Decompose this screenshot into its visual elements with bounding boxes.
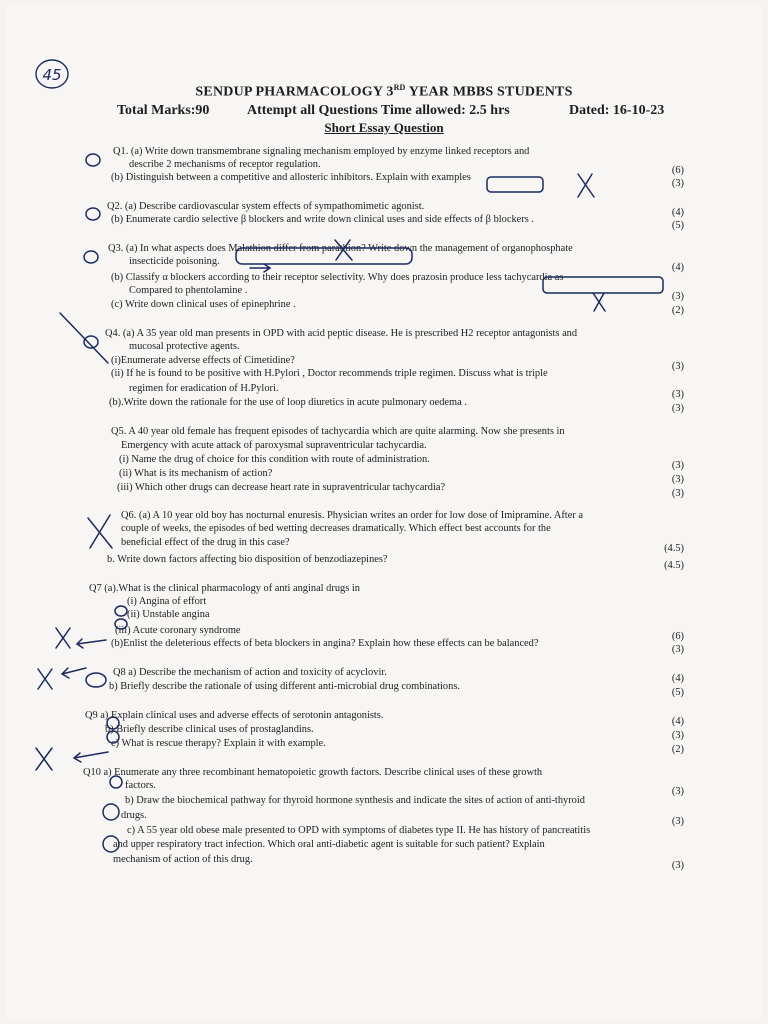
question-marks: (4.5) (664, 560, 684, 571)
question-line: (b)Enlist the deleterious effects of beta blockers in angina? Explain how these effects can be balanced? (111, 638, 539, 649)
question-marks: (3) (671, 816, 684, 827)
attempt-instructions: Attempt all Questions Time allowed: 2.5 hrs (247, 103, 510, 118)
question-line: beneficial effect of the drug in this case? (121, 537, 290, 548)
question-line: c) What is rescue therapy? Explain it with example. (111, 738, 326, 749)
question-marks: (3) (671, 644, 684, 655)
question-marks: (3) (671, 178, 684, 189)
question-line: mucosal protective agents. (129, 341, 240, 352)
question-line: Q1. (a) Write down transmembrane signaling mechanism employed by enzyme linked receptors and (113, 146, 530, 157)
question-marks: (3) (671, 389, 684, 400)
total-marks: Total Marks:90 (117, 103, 210, 118)
question-marks: (4.5) (664, 543, 684, 554)
question-line: Q2. (a) Describe cardiovascular system effects of sympathomimetic agonist. (107, 201, 425, 212)
question-line: and upper respiratory tract infection. Which oral anti-diabetic agent is suitable for such patient? Explain (113, 839, 545, 850)
question-line: drugs. (121, 810, 147, 821)
question-line: (iii) Which other drugs can decrease heart rate in supraventricular tachycardia? (117, 482, 446, 493)
question-line: (b).Write down the rationale for the use of loop diuretics in acute pulmonary oedema . (109, 397, 467, 408)
question-line: mechanism of action of this drug. (113, 854, 253, 865)
exam-date: Dated: 16-10-23 (569, 103, 665, 118)
question-line: Emergency with acute attack of paroxysmal supraventricular tachycardia. (121, 440, 427, 451)
question-marks: (4) (671, 262, 684, 273)
question-marks: (3) (671, 460, 684, 471)
question-line: Q5. A 40 year old female has frequent episodes of tachycardia which are quite alarming. Now she presents in (111, 426, 565, 437)
question-line: (b) Classify α blockers according to their receptor selectivity. Why does prazosin produce less tachycardia as (111, 272, 564, 283)
question-line: (ii) What is its mechanism of action? (119, 468, 273, 479)
question-line: (i) Angina of effort (127, 596, 207, 607)
question-marks: (3) (671, 730, 684, 741)
question-marks: (3) (671, 786, 684, 797)
question-line: Q7 (a).What is the clinical pharmacology of anti anginal drugs in (89, 583, 360, 594)
question-marks: (3) (671, 361, 684, 372)
question-line: factors. (125, 780, 156, 791)
question-line: (ii) If he is found to be positive with H.Pylori , Doctor recommends triple regimen. Discuss what is triple (111, 368, 548, 379)
question-marks: (5) (671, 687, 684, 698)
question-line: Q3. (a) In what aspects does Malathion differ from parathion? Write down the management of organophosphate (108, 243, 573, 254)
question-marks: (2) (671, 305, 684, 316)
question-line: (c) Write down clinical uses of epinephrine . (111, 299, 296, 310)
page-number-text: 45 (42, 66, 62, 84)
question-marks: (4) (671, 673, 684, 684)
question-marks: (3) (671, 860, 684, 871)
question-line: (ii) Unstable angina (127, 609, 210, 620)
question-line: Q9 a) Explain clinical uses and adverse effects of serotonin antagonists. (85, 710, 384, 721)
question-line: (i) Name the drug of choice for this condition with route of administration. (119, 454, 430, 465)
question-marks: (3) (671, 403, 684, 414)
question-line: b) Briefly describe the rationale of using different anti-microbial drug combinations. (109, 681, 460, 692)
question-marks: (3) (671, 488, 684, 499)
question-marks: (6) (671, 165, 684, 176)
question-line: (iii) Acute coronary syndrome (115, 625, 241, 636)
question-line: (b) Distinguish between a competitive and allosteric inhibitors. Explain with examples (111, 172, 471, 183)
question-line: couple of weeks, the episodes of bed wetting decreases dramatically. Which effect best accounts for the (121, 523, 551, 534)
section-heading: Short Essay Question (324, 120, 444, 135)
question-line: Q4. (a) A 35 year old man presents in OPD with acid peptic disease. He is prescribed H2 receptor antagonists and (105, 328, 578, 339)
question-marks: (4) (671, 207, 684, 218)
question-marks: (4) (671, 716, 684, 727)
question-line: Q6. (a) A 10 year old boy has nocturnal enuresis. Physician writes an order for low dose of Imipramine. After a (121, 510, 583, 521)
question-line: describe 2 mechanisms of receptor regulation. (129, 159, 321, 170)
question-marks: (3) (671, 474, 684, 485)
question-line: b) Briefly describe clinical uses of prostaglandins. (105, 724, 314, 735)
question-line: Q8 a) Describe the mechanism of action and toxicity of acyclovir. (113, 667, 387, 678)
question-line: (b) Enumerate cardio selective β blockers and write down clinical uses and side effects of β blockers . (111, 214, 534, 225)
question-line: (i)Enumerate adverse effects of Cimetidine? (111, 355, 295, 366)
question-line: b. Write down factors affecting bio disposition of benzodiazepines? (107, 554, 388, 565)
question-line: insecticide poisoning. (129, 256, 220, 267)
exam-title: SENDUP PHARMACOLOGY 3RD YEAR MBBS STUDENTS (195, 83, 573, 100)
question-marks: (6) (671, 631, 684, 642)
question-line: b) Draw the biochemical pathway for thyroid hormone synthesis and indicate the sites of action of anti-thyroid (125, 795, 585, 806)
question-marks: (5) (671, 220, 684, 231)
question-line: c) A 55 year old obese male presented to OPD with symptoms of diabetes type II. He has history of pancreatitis (127, 825, 591, 836)
question-marks: (3) (671, 291, 684, 302)
question-marks: (2) (671, 744, 684, 755)
question-line: regimen for eradication of H.Pylori. (129, 383, 279, 394)
question-line: Q10 a) Enumerate any three recombinant hematopoietic growth factors. Describe clinical uses of these growth (83, 767, 543, 778)
question-line: Compared to phentolamine . (129, 285, 248, 296)
